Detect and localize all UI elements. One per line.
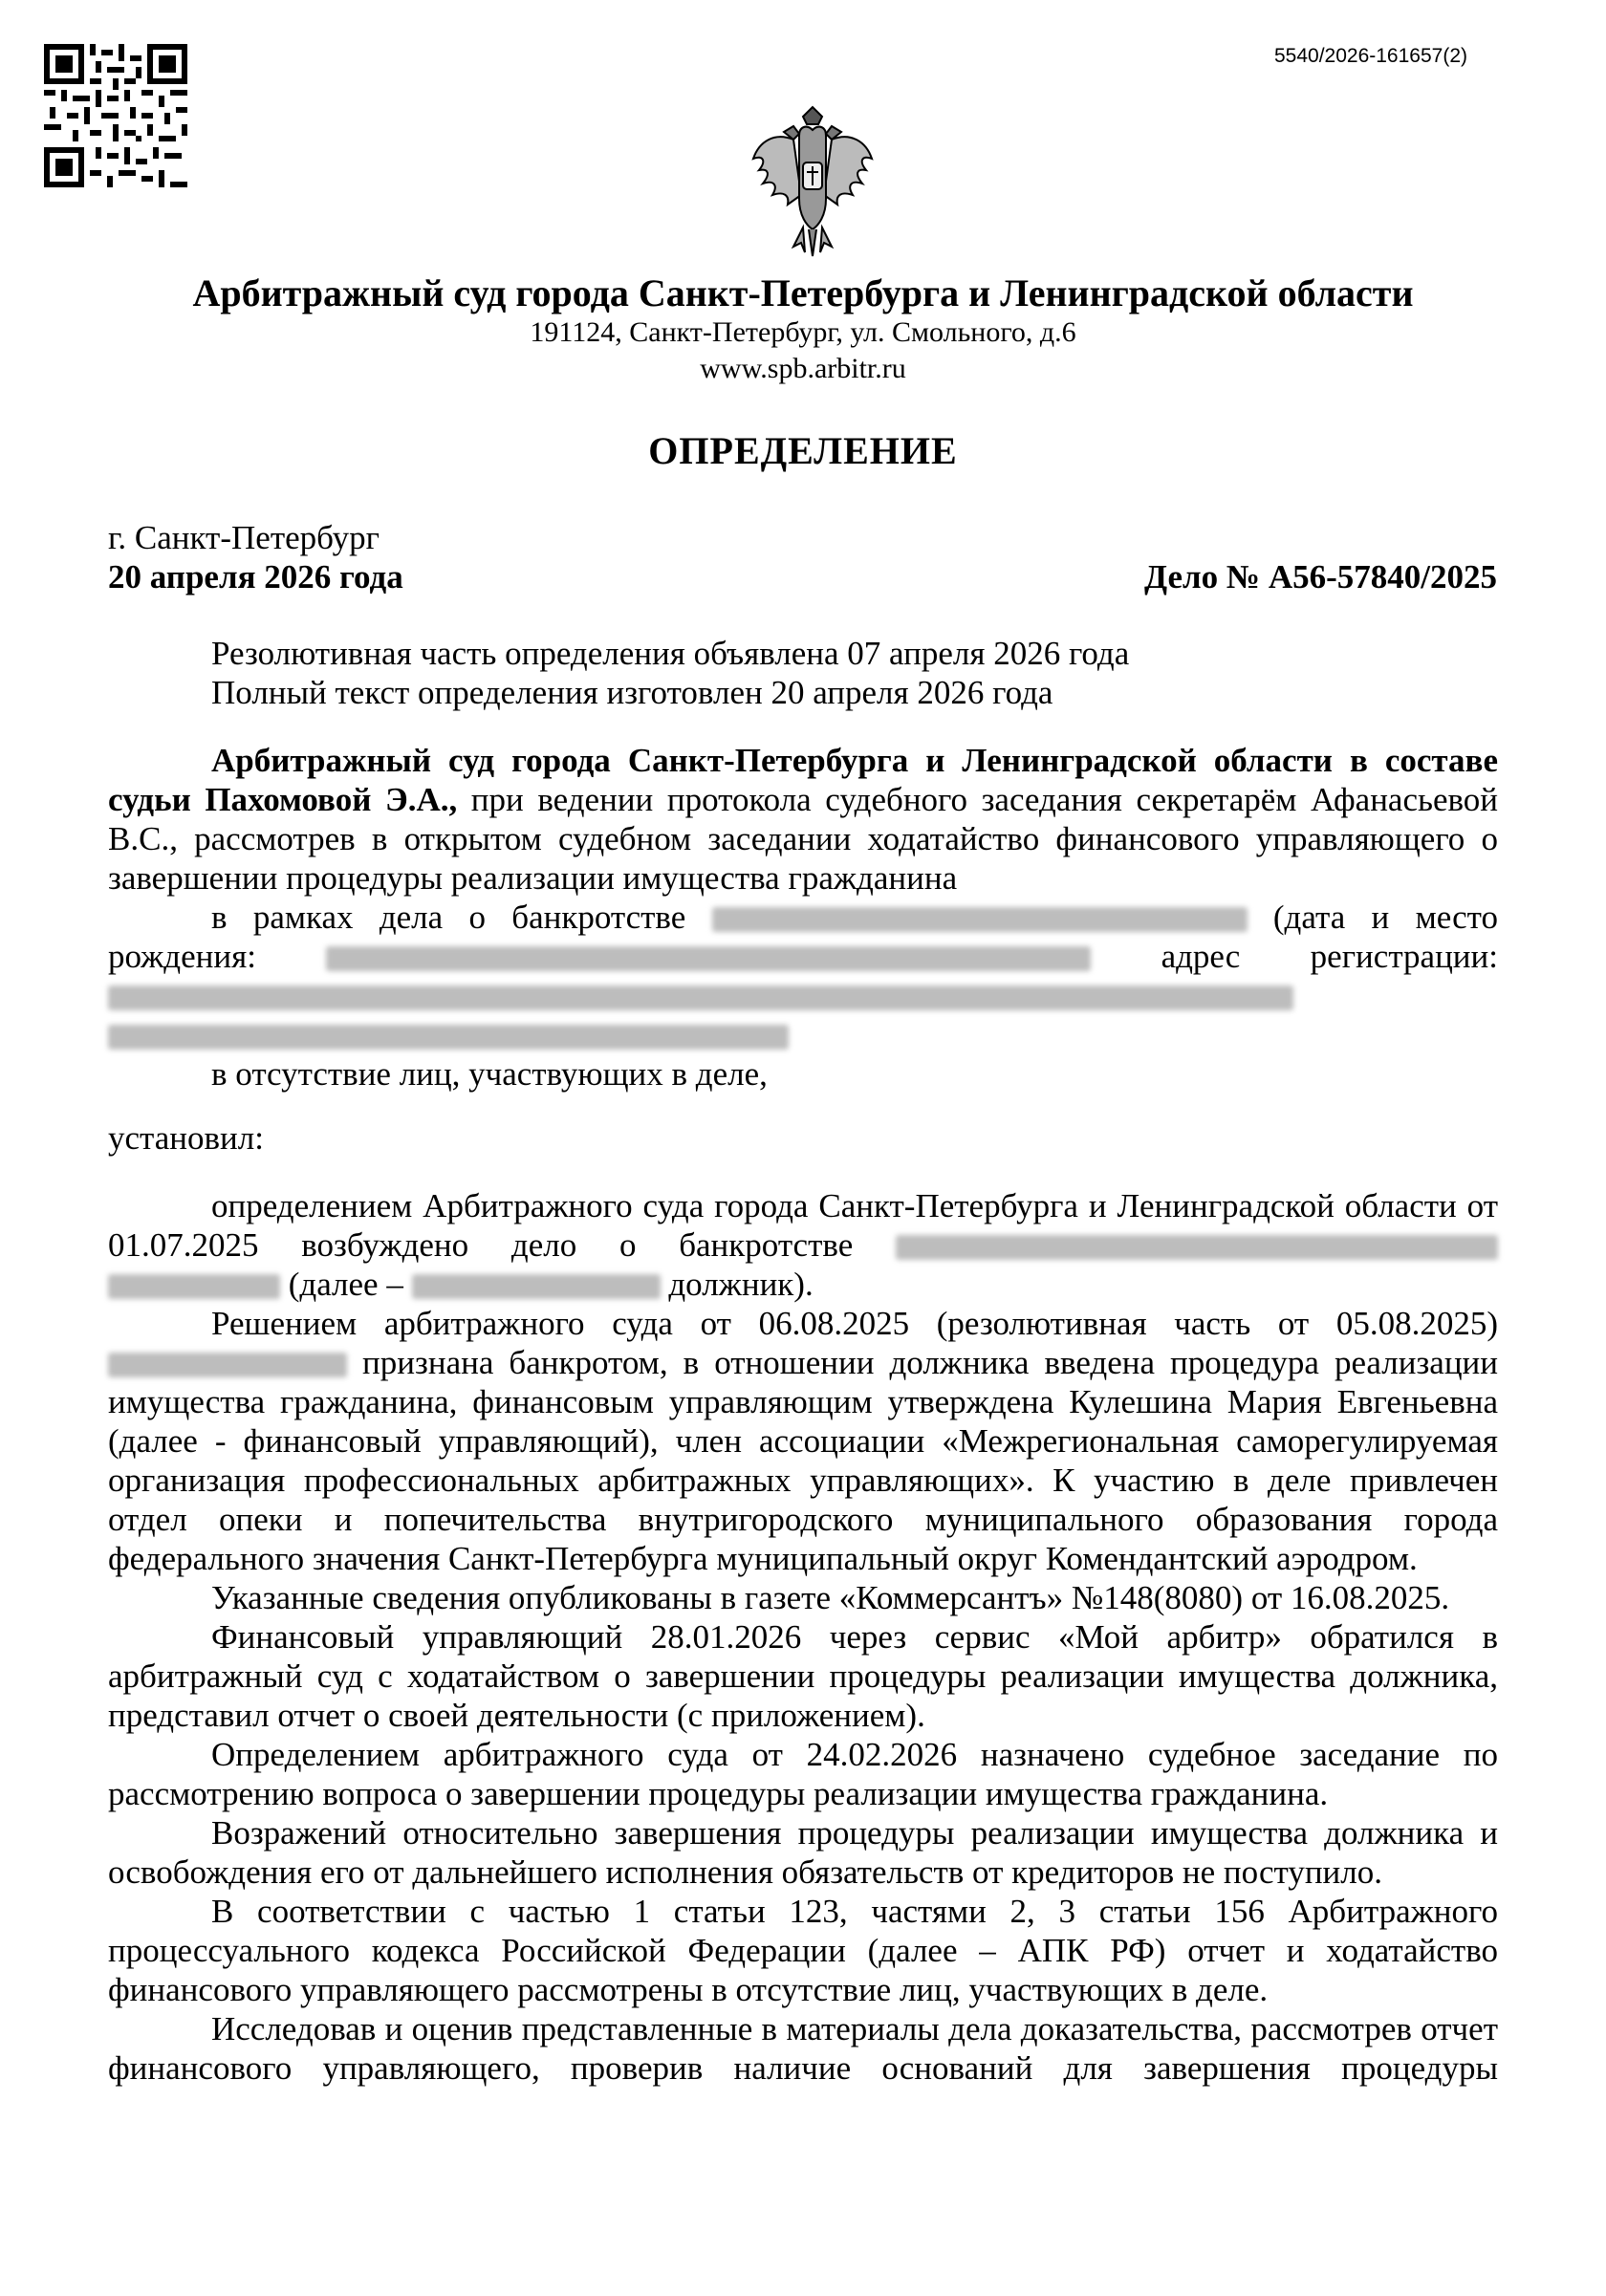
case-reference-number: 5540/2026-161657(2) (1273, 45, 1467, 67)
paragraph-text: определением Арбитражного суда города Санкт-Петербурга и Ленинградской области от 01.07.2025 возбуждено дело о банкротстве (108, 1187, 1498, 1264)
court-name-title: Арбитражный суд города Санкт-Петербурга и Ленинградской области (192, 271, 1414, 314)
document-body (108, 741, 1498, 2088)
paragraph-text: признана банкротом, в отношении должника введена процедура реализации имущества гражданина, финансовым управляющим утверждена Кулешина Мария Евгеньевна (далее - финансовый управляющий), член ассоциации «Межрегиональная саморегулируемая организация профессиональных арбитражных управляющих». К участию в деле привлечен отдел опеки и попечительства внутригородского муниципального образования города федерального значения Санкт-Петербурга муниципальный округ Комендантский аэродром. (108, 1344, 1499, 1577)
paragraph-bankruptcy-case (108, 898, 1498, 1054)
paragraph-petition: Финансовый управляющий 28.01.2026 через сервис «Мой арбитр» обратился в арбитражный суд с ходатайством о завершении процедуры реализации имущества должника, представил отчет о своей деятельности (с приложением). (108, 1618, 1498, 1734)
paragraph-case-initiated (108, 1186, 1498, 1304)
paragraph-no-objections: Возражений относительно завершения процедуры реализации имущества должника и освобождения его от дальнейшего исполнения обязательств от кредиторов не поступило. (108, 1814, 1498, 1891)
paragraph-text: адрес регистрации: (1161, 938, 1498, 975)
redacted-debtor-name (712, 907, 1248, 932)
redacted-birth-details (326, 946, 1091, 971)
document-type-heading: ОПРЕДЕЛЕНИЕ (648, 429, 958, 472)
paragraph-publication: Указанные сведения опубликованы в газете «Коммерсантъ» №148(8080) от 16.08.2025. (211, 1579, 1450, 1616)
paragraph-hearing: Определением арбитражного суда от 24.02.2026 назначено судебное заседание по рассмотрению вопроса о завершении процедуры реализации имущества гражданина. (108, 1736, 1498, 1812)
paragraph-text: (дата и место рождения: (108, 899, 1499, 975)
document-date: 20 апреля 2026 года (108, 558, 403, 596)
paragraph-court-composition (108, 741, 1498, 898)
paragraph-text: (далее – (288, 1266, 403, 1303)
full-text-prepared-line: Полный текст определения изготовлен 20 апреля 2026 года (211, 674, 1053, 711)
paragraph-decision (108, 1304, 1498, 1578)
redacted-debtor-name (896, 1235, 1498, 1260)
section-heading-established: установил: (108, 1119, 264, 1157)
redacted-debtor-name (108, 1274, 280, 1299)
coat-of-arms-icon (746, 103, 879, 258)
document-city: г. Санкт-Петербург (108, 519, 380, 556)
redacted-registration-address (108, 1025, 789, 1050)
court-website: www.spb.arbitr.ru (700, 353, 906, 384)
resolution-announced-line: Резолютивная часть определения объявлена 07 апреля 2026 года (211, 635, 1130, 672)
court-composition-bold: Арбитражный суд города Санкт-Петербурга и Ленинградской области в составе судьи Пахомовой Э.А., (108, 742, 1498, 818)
court-composition-text: при ведении протокола судебного заседания секретарём Афанасьевой В.С., рассмотрев в открытом судебном заседании ходатайство финансового управляющего о завершении процедуры реализации имущества гражданина (108, 781, 1499, 897)
redacted-debtor-short-name (412, 1274, 661, 1299)
paragraph-text: должник). (668, 1266, 814, 1303)
court-address: 191124, Санкт-Петербург, ул. Смольного, д.6 (530, 316, 1076, 348)
paragraph-absence: в отсутствие лиц, участвующих в деле, (211, 1055, 768, 1093)
paragraph-procedure: В соответствии с частью 1 статьи 123, частями 2, 3 статьи 156 Арбитражного процессуального кодекса Российской Федерации (далее – АПК РФ) отчет и ходатайство финансового управляющего рассмотрены в отсутствие лиц, участвующих в деле. (108, 1893, 1498, 2008)
paragraph-text: в рамках дела о банкротстве (211, 899, 686, 936)
redacted-registration-address (108, 986, 1293, 1010)
paragraph-evaluation: Исследовав и оценив представленные в материалы дела доказательства, рассмотрев отчет финансового управляющего, проверив наличие оснований для завершения процедуры (108, 2010, 1498, 2087)
qr-code-icon (44, 44, 187, 187)
redacted-debtor-short-name (108, 1353, 347, 1377)
case-number: Дело № А56-57840/2025 (1143, 558, 1497, 596)
paragraph-text: Решением арбитражного суда от 06.08.2025 (резолютивная часть от 05.08.2025) (211, 1305, 1498, 1342)
intro-block (211, 634, 1129, 712)
